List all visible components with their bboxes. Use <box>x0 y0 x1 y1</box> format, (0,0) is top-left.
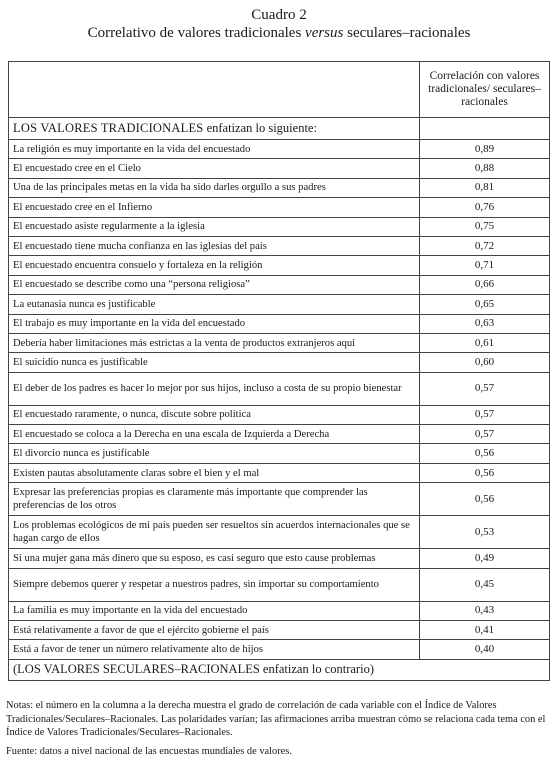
row-statement: Si una mujer gana más dinero que su esposo, es casi seguro que esto cause problemas <box>9 549 420 568</box>
row-correlation-value: 0,41 <box>420 621 550 640</box>
table-row <box>9 444 550 463</box>
row-correlation-value: 0,43 <box>420 601 550 620</box>
row-correlation-value: 0,56 <box>420 463 550 482</box>
table-header-row <box>9 62 550 118</box>
row-correlation-value: 0,57 <box>420 425 550 444</box>
row-statement: El suicidio nunca es justificable <box>9 353 420 372</box>
row-correlation-value: 0,76 <box>420 198 550 217</box>
row-correlation-value: 0,49 <box>420 549 550 568</box>
row-statement: El trabajo es muy importante en la vida del encuestado <box>9 314 420 333</box>
table-row <box>9 217 550 236</box>
row-correlation-value: 0,57 <box>420 372 550 405</box>
row-correlation-value: 0,56 <box>420 444 550 463</box>
row-correlation-value: 0,66 <box>420 275 550 294</box>
row-statement: El encuestado se describe como una “persona religiosa” <box>9 275 420 294</box>
row-statement: El divorcio nunca es justificable <box>9 444 420 463</box>
table-row <box>9 601 550 620</box>
table-row <box>9 621 550 640</box>
row-correlation-value: 0,88 <box>420 159 550 178</box>
row-correlation-value: 0,61 <box>420 333 550 352</box>
table-row <box>9 159 550 178</box>
table-row <box>9 463 550 482</box>
header-empty-cell <box>9 62 420 118</box>
title-block <box>0 0 558 42</box>
row-statement: El encuestado asiste regularmente a la iglesia <box>9 217 420 236</box>
section-header-empty <box>420 118 550 140</box>
table-row <box>9 198 550 217</box>
row-statement: El encuestado raramente, o nunca, discute sobre política <box>9 405 420 424</box>
row-statement: Los problemas ecológicos de mi país pueden ser resueltos sin acuerdos internacionales que se hagan cargo de ellos <box>9 516 420 549</box>
row-statement: Debería haber limitaciones más estrictas a la venta de productos extranjeros aquí <box>9 333 420 352</box>
table-subtitle <box>0 24 558 42</box>
footer-row <box>9 659 550 680</box>
subtitle-text-end: seculares–racionales <box>343 25 471 41</box>
table-row <box>9 483 550 516</box>
row-statement: Siempre debemos querer y respetar a nuestros padres, sin importar su comportamiento <box>9 568 420 601</box>
row-correlation-value: 0,63 <box>420 314 550 333</box>
section-header-cell <box>9 118 420 140</box>
row-statement: Está a favor de tener un número relativamente alto de hijos <box>9 640 420 659</box>
correlation-table <box>8 61 550 681</box>
row-statement: Expresar las preferencias propias es claramente más importante que comprender las preferencias de los otros <box>9 483 420 516</box>
table-body <box>9 118 550 681</box>
table-row <box>9 640 550 659</box>
row-statement: Una de las principales metas en la vida ha sido darles orgullo a sus padres <box>9 178 420 197</box>
row-statement: El encuestado cree en el Cielo <box>9 159 420 178</box>
row-correlation-value: 0,75 <box>420 217 550 236</box>
table-row <box>9 549 550 568</box>
row-correlation-value: 0,40 <box>420 640 550 659</box>
table-row <box>9 295 550 314</box>
table-row <box>9 256 550 275</box>
section-header-row <box>9 118 550 140</box>
row-statement: El encuestado cree en el Infierno <box>9 198 420 217</box>
section-header-rest: enfatizan lo siguiente: <box>203 121 317 135</box>
table-row <box>9 275 550 294</box>
row-statement: El encuestado se coloca a la Derecha en una escala de Izquierda a Derecha <box>9 425 420 444</box>
row-statement: La religión es muy importante en la vida del encuestado <box>9 140 420 159</box>
row-correlation-value: 0,72 <box>420 236 550 255</box>
notes-block <box>6 699 552 758</box>
row-correlation-value: 0,45 <box>420 568 550 601</box>
row-correlation-value: 0,65 <box>420 295 550 314</box>
table-title: Cuadro 2 <box>251 7 307 23</box>
source-text: Fuente: datos a nivel nacional de las encuestas mundiales de valores. <box>6 745 292 757</box>
subtitle-italic-word: versus <box>305 25 344 41</box>
row-statement: El encuestado tiene mucha confianza en las iglesias del país <box>9 236 420 255</box>
notes-text: Notas: el número en la columna a la derecha muestra el grado de correlación de cada variable con el Índice de Valores Tradicionales/Seculares–Racionales. Las polaridades varían; las afirmaciones arriba muestran cómo se relaciona cada tema con el Índice de Valores Tradicionales/Seculares–Racionales. <box>6 700 546 738</box>
table-row <box>9 372 550 405</box>
row-statement: La eutanasia nunca es justificable <box>9 295 420 314</box>
subtitle-text-start: Correlativo de valores tradicionales <box>87 25 306 41</box>
table-row <box>9 568 550 601</box>
row-statement: La familia es muy importante en la vida del encuestado <box>9 601 420 620</box>
row-statement: Está relativamente a favor de que el ejército gobierne el país <box>9 621 420 640</box>
correlation-column-header: Correlación con valores tradicionales/ seculares–racionales <box>420 62 550 118</box>
row-statement: El encuestado encuentra consuelo y fortaleza en la religión <box>9 256 420 275</box>
table-row <box>9 140 550 159</box>
footer-cell <box>9 659 550 680</box>
table-row <box>9 236 550 255</box>
table-row <box>9 425 550 444</box>
footer-caps: (LOS VALORES SECULARES–RACIONALES <box>13 662 260 677</box>
row-correlation-value: 0,81 <box>420 178 550 197</box>
row-correlation-value: 0,53 <box>420 516 550 549</box>
row-correlation-value: 0,56 <box>420 483 550 516</box>
table-row <box>9 178 550 197</box>
row-correlation-value: 0,89 <box>420 140 550 159</box>
section-header-caps: LOS VALORES TRADICIONALES <box>13 121 204 135</box>
row-statement: Existen pautas absolutamente claras sobre el bien y el mal <box>9 463 420 482</box>
footer-rest: enfatizan lo contrario) <box>259 662 374 677</box>
table-row <box>9 353 550 372</box>
table-row <box>9 333 550 352</box>
row-statement: El deber de los padres es hacer lo mejor por sus hijos, incluso a costa de su propio bienestar <box>9 372 420 405</box>
row-correlation-value: 0,71 <box>420 256 550 275</box>
row-correlation-value: 0,57 <box>420 405 550 424</box>
table-row <box>9 405 550 424</box>
table-row <box>9 516 550 549</box>
table-row <box>9 314 550 333</box>
row-correlation-value: 0,60 <box>420 353 550 372</box>
